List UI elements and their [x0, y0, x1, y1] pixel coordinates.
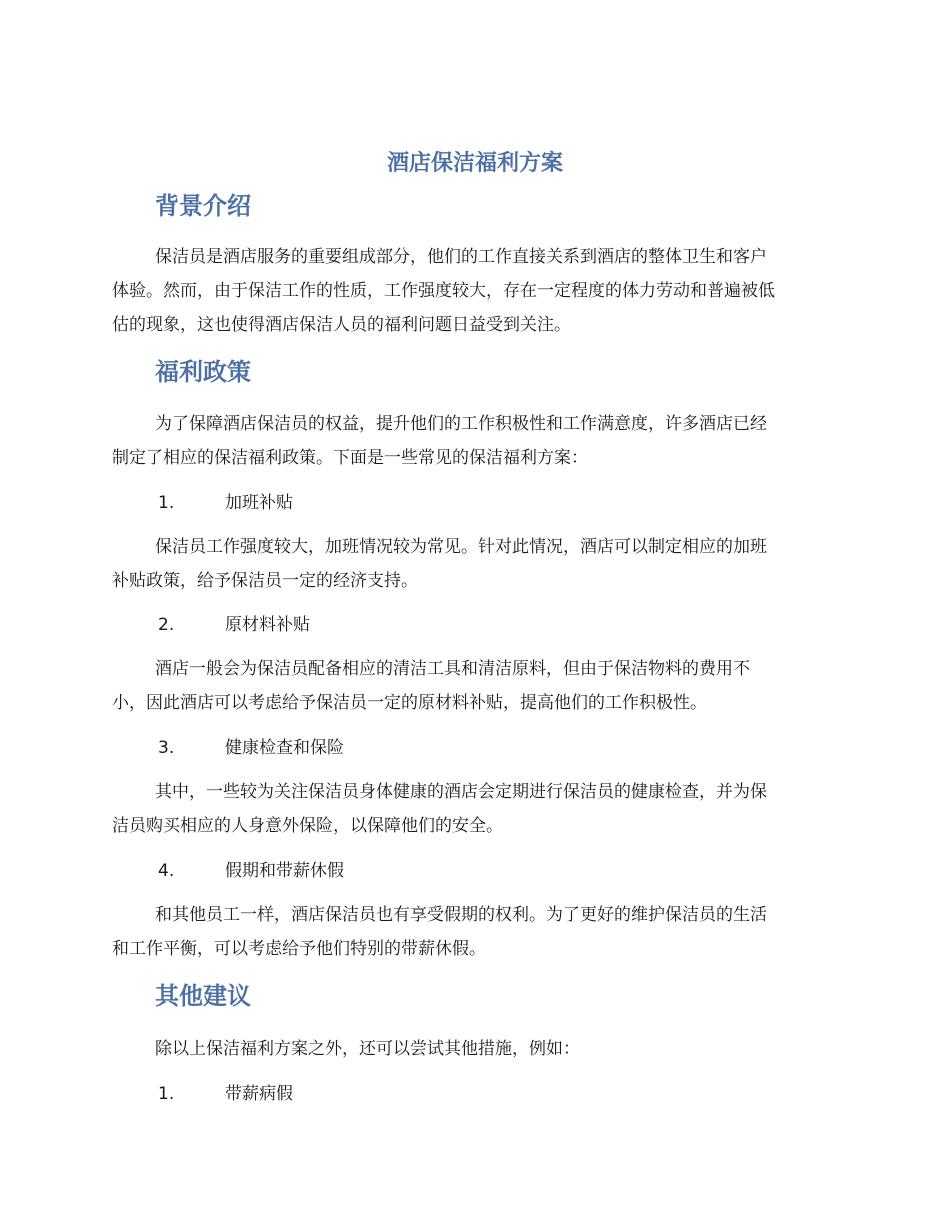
- list-item-number: 3.: [158, 738, 175, 758]
- list-item-text: 酒店一般会为保洁员配备相应的清洁工具和清洁原料，但由于保洁物料的费用不 小，因此酒店可以考虑给予保洁员一定的原材料补贴，提高他们的工作积极性。: [112, 659, 750, 713]
- policy-intro-paragraph: 为了保障酒店保洁员的权益，提升他们的工作积极性和工作满意度，许多酒店已经 制定了相应的保洁福利政策。下面是一些常见的保洁福利方案：: [112, 414, 767, 468]
- document-title: 酒店保洁福利方案: [386, 151, 563, 176]
- list-item-title: 加班补贴: [225, 493, 293, 513]
- list-item: [158, 858, 344, 884]
- list-item: [158, 490, 293, 516]
- list-item-title: 健康检查和保险: [225, 738, 344, 758]
- list-item-number: 4.: [158, 861, 175, 881]
- list-item: [158, 735, 344, 761]
- list-item-text: 保洁员工作强度较大，加班情况较为常见。针对此情况，酒店可以制定相应的加班 补贴政策，给予保洁员一定的经济支持。: [112, 537, 767, 591]
- section-heading-background: 背景介绍: [155, 192, 251, 220]
- list-item: [158, 612, 310, 638]
- section-heading-policy: 福利政策: [155, 358, 251, 386]
- list-item-title: 带薪病假: [225, 1084, 293, 1104]
- list-item-text: 其中，一些较为关注保洁员身体健康的酒店会定期进行保洁员的健康检查，并为保 洁员购买相应的人身意外保险，以保障他们的安全。: [112, 782, 767, 836]
- section-heading-suggestions: 其他建议: [155, 982, 251, 1010]
- suggestions-intro-paragraph: 除以上保洁福利方案之外，还可以尝试其他措施，例如：: [155, 1039, 580, 1059]
- list-item-title: 假期和带薪休假: [225, 861, 344, 881]
- list-item-title: 原材料补贴: [225, 615, 310, 635]
- list-item-number: 1.: [158, 493, 175, 513]
- list-item-text: 和其他员工一样，酒店保洁员也有享受假期的权利。为了更好的维护保洁员的生活 和工作平衡，可以考虑给予他们特别的带薪休假。: [112, 905, 767, 959]
- list-item-number: 1.: [158, 1084, 175, 1104]
- background-paragraph: 保洁员是酒店服务的重要组成部分，他们的工作直接关系到酒店的整体卫生和客户 体验。然而，由于保洁工作的性质，工作强度较大，存在一定程度的体力劳动和普遍被低 估的现象，这也使得酒店保洁人员的福利问题日益受到关注。: [112, 247, 775, 335]
- list-item-number: 2.: [158, 615, 175, 635]
- list-item: [158, 1081, 293, 1107]
